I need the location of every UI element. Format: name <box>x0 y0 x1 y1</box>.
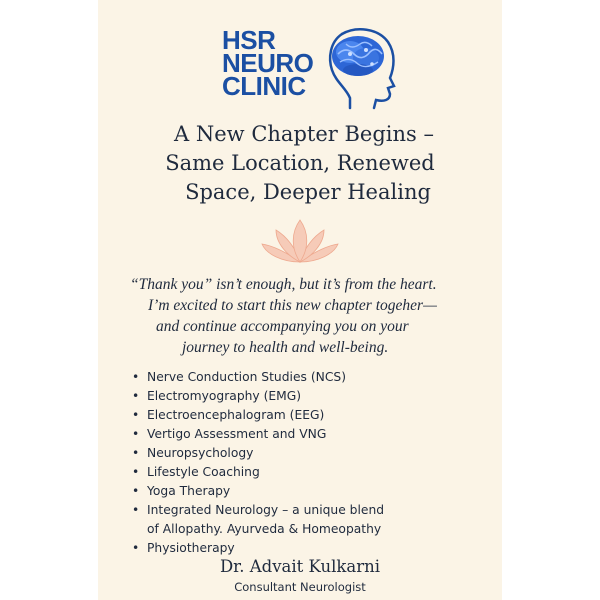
bullet: • <box>132 503 140 517</box>
logo-line-3: CLINIC <box>222 71 306 101</box>
brain-in-head-icon <box>320 24 400 110</box>
doctor-name: Dr. Advait Kulkarni <box>219 557 381 576</box>
thank-you-quote <box>98 274 502 358</box>
list-item-continuation: of Allopathy. Ayurveda & Homeopathy <box>147 522 382 536</box>
clinic-logo-text <box>222 25 314 101</box>
services-list <box>132 368 384 558</box>
list-item: • Neuropsychology <box>132 444 384 463</box>
quote-line-3: and continue accompanying you on your <box>156 318 409 335</box>
poster <box>98 0 502 600</box>
list-item: • Yoga Therapy <box>132 482 384 501</box>
headline-line-3: Space, Deeper Healing <box>185 180 431 204</box>
bullet: • <box>132 370 140 384</box>
headline-line-2: Same Location, Renewed <box>165 151 435 175</box>
bullet: • <box>132 465 140 479</box>
list-item: • Electromyography (EMG) <box>132 387 384 406</box>
bullet: • <box>132 408 140 422</box>
list-item: • Electroencephalogram (EEG) <box>132 406 384 425</box>
bullet: • <box>132 484 140 498</box>
quote-line-4: journey to health and well-being. <box>182 339 389 356</box>
headline <box>98 120 502 207</box>
bullet: • <box>132 446 140 460</box>
list-item: • Vertigo Assessment and VNG <box>132 425 384 444</box>
list-item: • Lifestyle Coaching <box>132 463 384 482</box>
list-item: • Nerve Conduction Studies (NCS) <box>132 368 384 387</box>
quote-line-1: “Thank you” isn’t enough, but it’s from the heart. <box>130 276 437 293</box>
quote-line-2: I’m excited to start this new chapter togeher— <box>148 297 437 314</box>
list-item: • Integrated Neurology – a unique blend <box>132 501 384 520</box>
logo-line-1: HSR <box>222 25 276 55</box>
lotus-icon <box>260 218 340 266</box>
bullet: • <box>132 427 140 441</box>
bullet: • <box>132 541 140 555</box>
bullet: • <box>132 389 140 403</box>
list-item: • Physiotherapy <box>132 539 384 558</box>
logo-line-2: NEURO <box>222 48 314 78</box>
headline-line-1: A New Chapter Begins – <box>174 122 434 146</box>
doctor-title: Consultant Neurologist <box>234 580 366 594</box>
